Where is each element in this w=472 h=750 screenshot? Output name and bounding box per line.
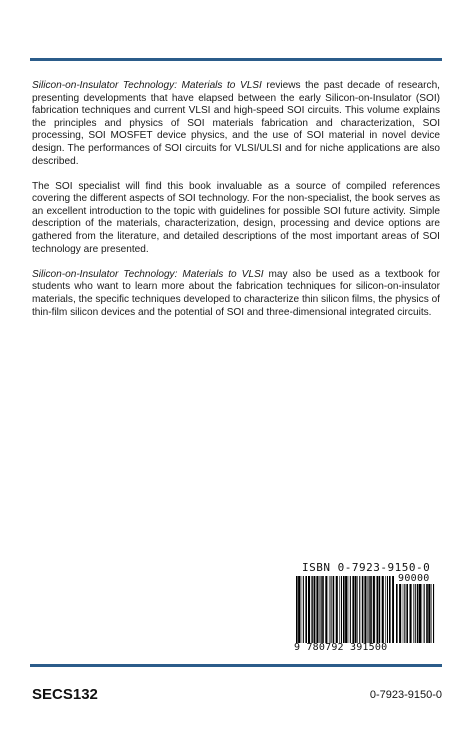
barcode-bar — [426, 584, 428, 643]
barcode-bar — [333, 576, 335, 643]
barcode-addon-digits: 90000 — [398, 573, 430, 584]
series-code: SECS132 — [32, 686, 98, 703]
barcode-bar — [331, 576, 332, 643]
bottom-divider-rule — [30, 664, 442, 667]
barcode-bar — [433, 584, 434, 643]
barcode-bar — [339, 576, 340, 643]
top-divider-rule — [30, 58, 442, 61]
barcode-bar — [303, 576, 304, 643]
barcode-bar — [368, 576, 369, 643]
barcode-bar — [341, 576, 342, 643]
barcode-bar — [410, 584, 412, 643]
barcode-bar — [311, 576, 312, 643]
barcode-bar — [352, 576, 354, 643]
barcode-bar — [389, 576, 391, 643]
barcode-bar — [431, 584, 432, 643]
barcode-addon-bars — [396, 584, 436, 643]
barcode-bar — [385, 576, 386, 643]
book-title-3: Silicon-on-Insulator Technology: Materials to VLSI — [32, 268, 264, 280]
barcode-bar — [343, 576, 345, 643]
barcode-bar — [422, 584, 423, 643]
barcode-bar — [345, 576, 347, 643]
paragraph-3 — [32, 269, 440, 319]
barcode-digits: 9 780792 391500 — [294, 642, 388, 653]
barcode-bar — [396, 584, 398, 643]
barcode-bar — [373, 576, 375, 643]
paragraph-1-body: reviews the past decade of research, presenting developments that have elapsed between the early Silicon-on-Insulator (SOI) fabrication techniques and current VLSI and high-speed SOI circuits. This volume explains the principles and physics of SOI materials fabrication and characterization, SOI processing, SOI MOSFET device physics, and the use of SOI material in novel device design. The performances of SOI circuits for VLSI/ULSI and for niche applications are also described. — [32, 80, 440, 167]
barcode-bar — [369, 576, 370, 643]
isbn-label: ISBN 0-7923-9150-0 — [302, 561, 431, 574]
barcode-bar — [424, 584, 425, 643]
back-cover-copy — [32, 80, 440, 332]
barcode-bar — [392, 576, 394, 643]
barcode-bar — [329, 576, 330, 643]
barcode-bar — [415, 584, 416, 643]
book-title-1: Silicon-on-Insulator Technology: Materials to VLSI — [32, 80, 262, 91]
barcode-bar — [322, 576, 324, 643]
barcode-bar — [377, 576, 378, 643]
barcode-bar — [364, 576, 366, 643]
barcode-bar — [370, 576, 372, 643]
barcode-bar — [355, 576, 357, 643]
barcode-bar — [362, 576, 364, 643]
barcode-bar — [296, 576, 298, 643]
barcode-bar — [376, 576, 377, 643]
barcode-bar — [320, 576, 321, 643]
barcode-bar — [419, 584, 421, 643]
barcode-bar — [316, 576, 318, 643]
barcode-bar — [387, 576, 388, 643]
barcode-bar — [305, 576, 307, 643]
barcode-bar — [348, 576, 349, 643]
barcode-bar — [404, 584, 405, 643]
barcode-bar — [312, 576, 313, 643]
paragraph-2: The SOI specialist will find this book invaluable as a source of compiled references covering the different aspects of SOI technology. For the non-specialist, the book serves as an excellent introduction to the topic with guidelines for possible SOI future activity. Simple description of the materials, characterization, design, processing and device options are gathered from the literature, and detailed descriptions of the most important areas of SOI technology are presented. — [32, 180, 440, 255]
barcode-bar — [298, 576, 300, 643]
barcode-bar — [428, 584, 430, 643]
barcode-bar — [301, 576, 302, 643]
barcode-bar — [321, 576, 322, 643]
barcode-bar — [359, 576, 360, 643]
barcode-bar — [382, 576, 384, 643]
barcode-bar — [413, 584, 414, 643]
barcode-bar — [314, 576, 316, 643]
barcode-bar — [336, 576, 338, 643]
footer-isbn: 0-7923-9150-0 — [369, 689, 442, 701]
paragraph-3-body: may also be used as a textbook for students who want to learn more about the fabrication techniques for silicon-on-insulator materials, the specific techniques developed to characterize thin silicon films, the physics of thin-film silicon devices and the potential of SOI and three-dimensional integrated circuits. — [32, 268, 440, 318]
barcode-main-bars — [296, 576, 394, 643]
barcode-bar — [357, 576, 358, 643]
barcode-bar — [417, 584, 419, 643]
barcode-bar — [399, 584, 401, 643]
barcode-bar — [379, 576, 381, 643]
barcode-bar — [325, 576, 327, 643]
barcode-bar — [403, 584, 404, 643]
barcode-bar — [308, 576, 310, 643]
paragraph-1 — [32, 80, 440, 168]
barcode-bar — [406, 584, 408, 643]
barcode-bar — [350, 576, 351, 643]
